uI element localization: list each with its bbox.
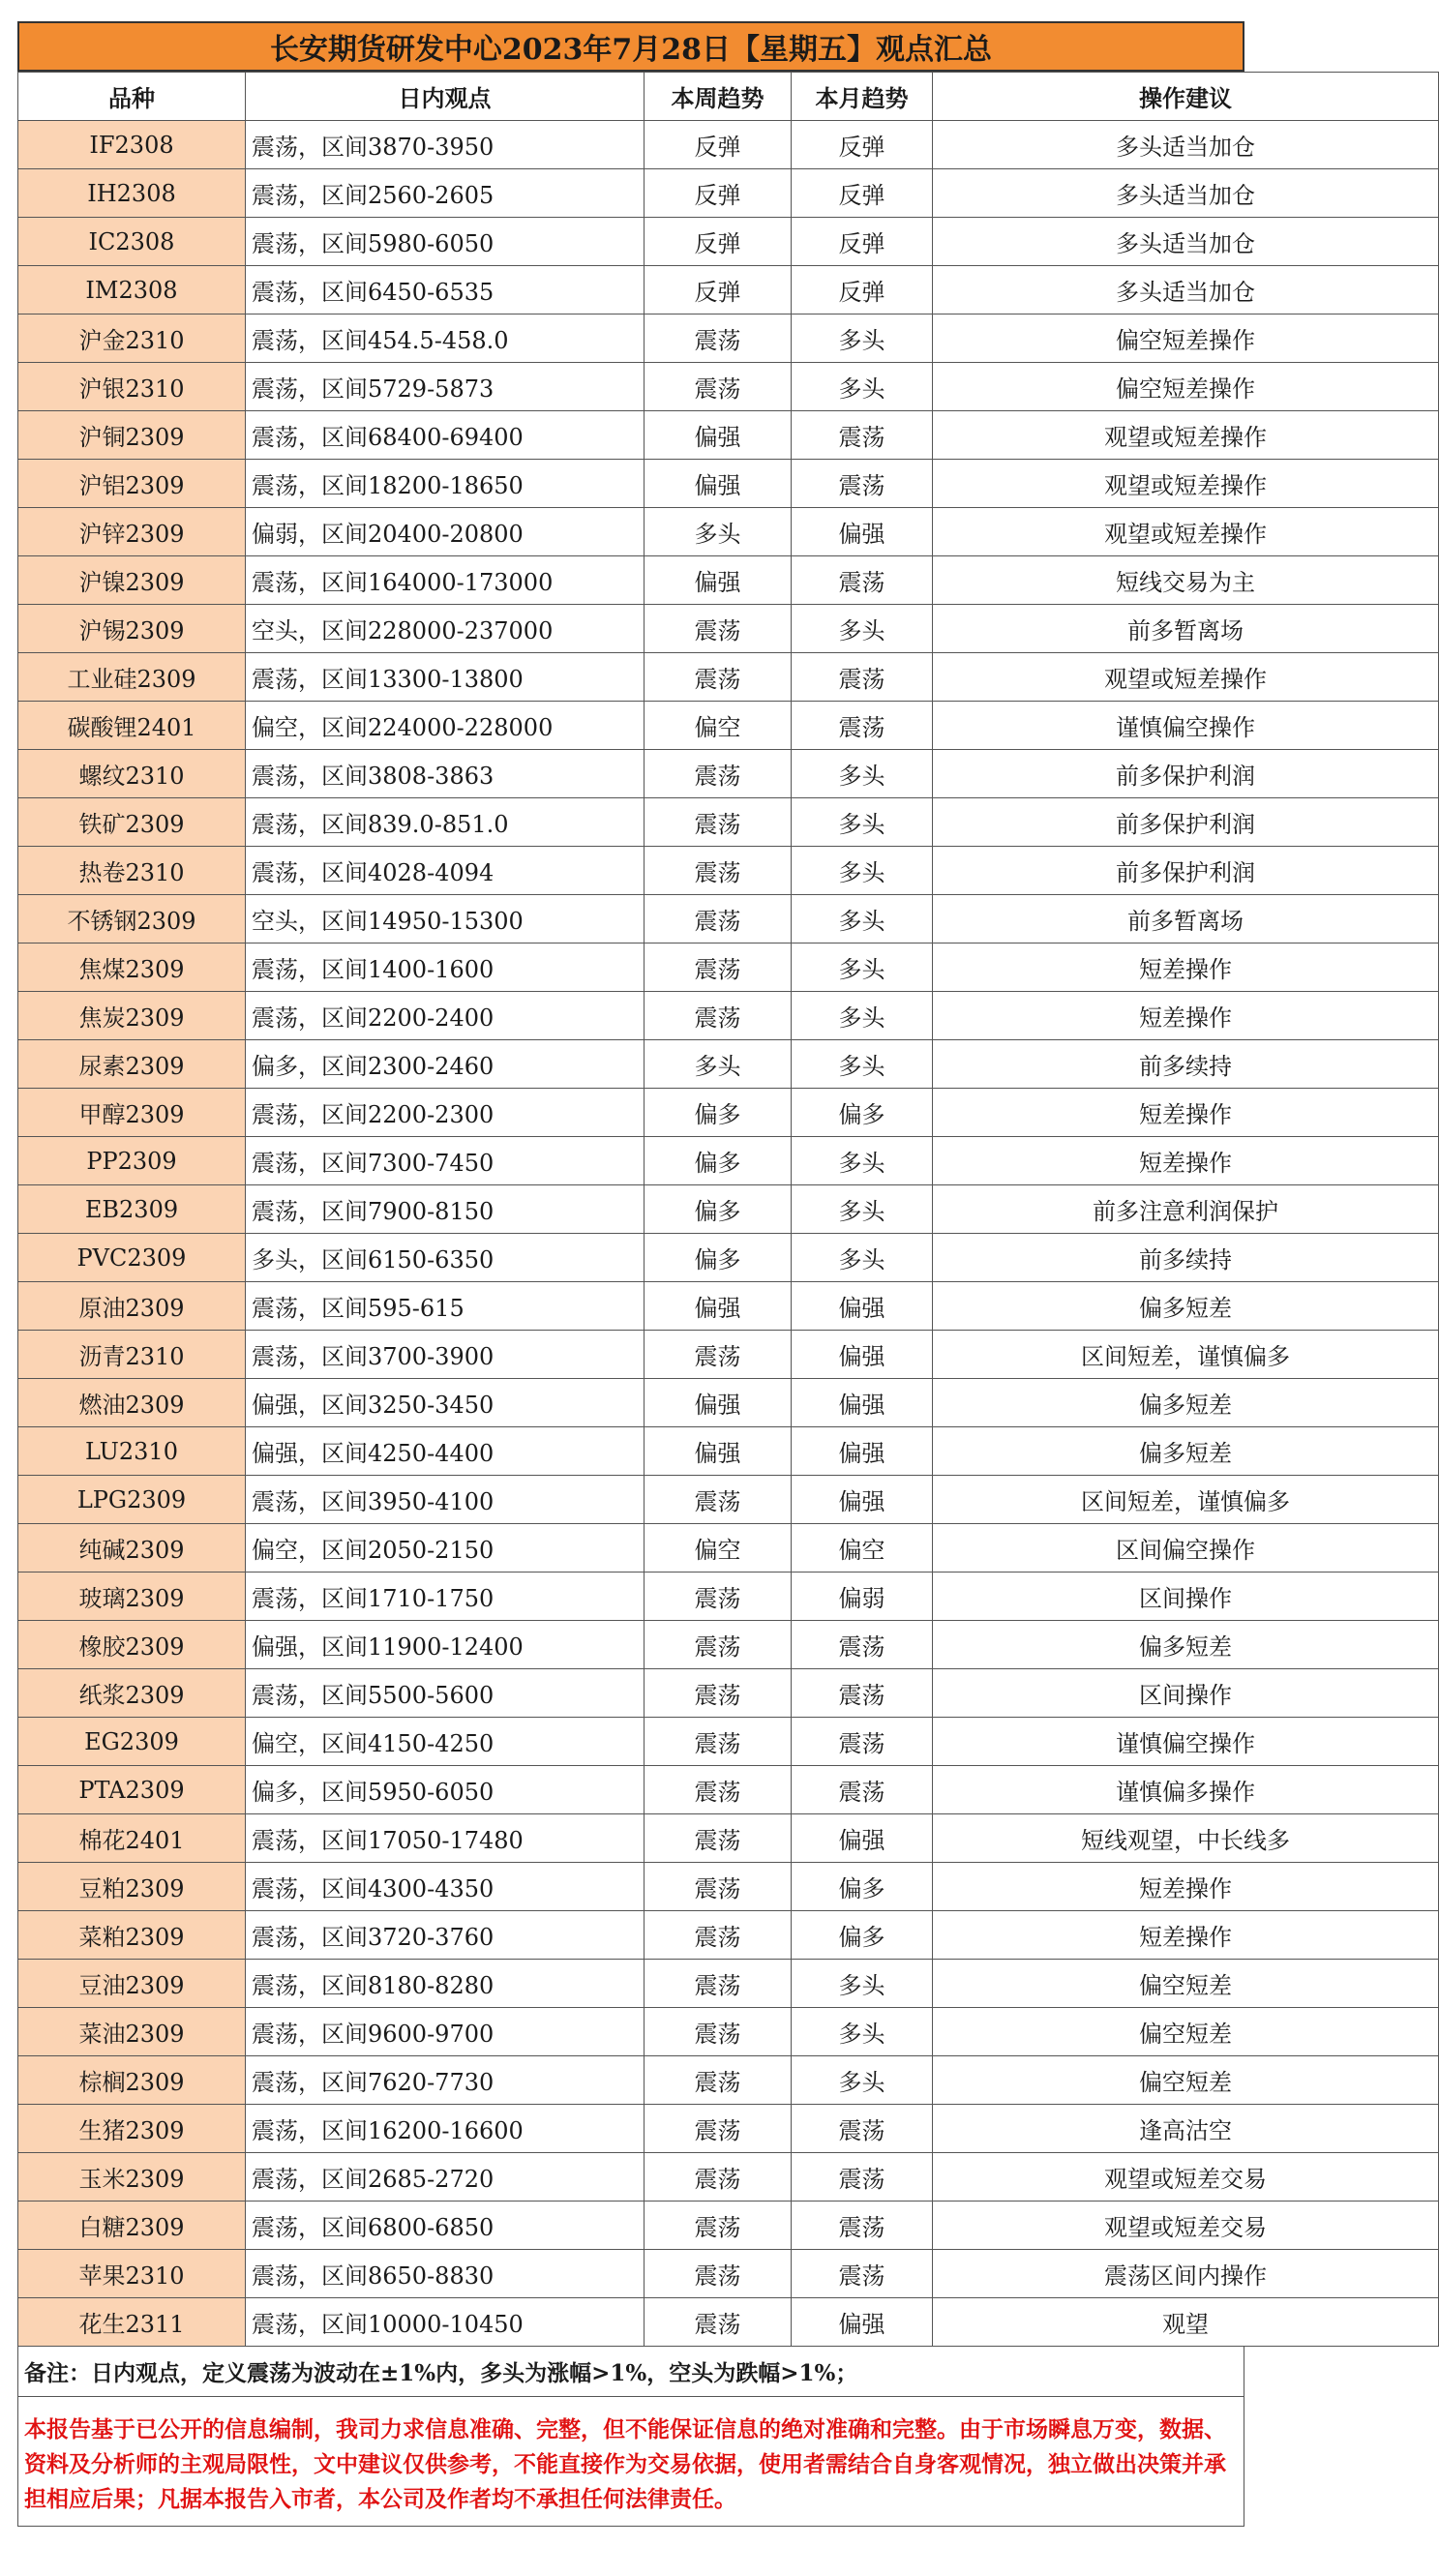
suggestion-cell: 多头适当加仓 [933, 121, 1439, 169]
monthly-trend-cell: 多头 [792, 750, 933, 798]
monthly-trend-cell: 多头 [792, 798, 933, 847]
suggestion-cell: 前多注意利润保护 [933, 1185, 1439, 1234]
variety-cell: 纸浆2309 [18, 1669, 246, 1718]
weekly-trend-cell: 偏空 [645, 1524, 792, 1573]
suggestion-cell: 偏多短差 [933, 1427, 1439, 1476]
suggestion-cell: 前多续持 [933, 1040, 1439, 1089]
suggestion-cell: 区间短差，谨慎偏多 [933, 1476, 1439, 1524]
intraday-view-cell: 偏强，区间11900-12400 [246, 1621, 645, 1669]
variety-cell: 菜粕2309 [18, 1911, 246, 1960]
intraday-view-cell: 震荡，区间595-615 [246, 1282, 645, 1331]
monthly-trend-cell: 偏强 [792, 2298, 933, 2347]
intraday-view-cell: 震荡，区间2200-2300 [246, 1089, 645, 1137]
variety-cell: 豆油2309 [18, 1960, 246, 2008]
intraday-view-cell: 震荡，区间2685-2720 [246, 2153, 645, 2202]
weekly-trend-cell: 偏强 [645, 556, 792, 605]
table-row [18, 2202, 1439, 2250]
intraday-view-cell: 偏空，区间224000-228000 [246, 702, 645, 750]
suggestion-cell: 观望 [933, 2298, 1439, 2347]
footnote: 备注：日内观点，定义震荡为波动在±1%内，多头为涨幅>1%，空头为跌幅>1%； [17, 2347, 1244, 2397]
monthly-trend-cell: 震荡 [792, 653, 933, 702]
intraday-view-cell: 偏多，区间5950-6050 [246, 1766, 645, 1814]
monthly-trend-cell: 多头 [792, 2056, 933, 2105]
variety-cell: 苹果2310 [18, 2250, 246, 2298]
table-row [18, 2105, 1439, 2153]
variety-cell: 不锈钢2309 [18, 895, 246, 944]
table-row [18, 847, 1439, 895]
variety-cell: 菜油2309 [18, 2008, 246, 2056]
monthly-trend-cell: 震荡 [792, 2202, 933, 2250]
intraday-view-cell: 震荡，区间13300-13800 [246, 653, 645, 702]
monthly-trend-cell: 震荡 [792, 1621, 933, 1669]
table-row [18, 1476, 1439, 1524]
monthly-trend-cell: 偏强 [792, 1282, 933, 1331]
header-weekly-trend: 本周趋势 [645, 73, 792, 121]
table-row [18, 1040, 1439, 1089]
weekly-trend-cell: 震荡 [645, 2250, 792, 2298]
table-row [18, 315, 1439, 363]
table-row [18, 411, 1439, 460]
intraday-view-cell: 震荡，区间454.5-458.0 [246, 315, 645, 363]
suggestion-cell: 前多续持 [933, 1234, 1439, 1282]
table-row [18, 556, 1439, 605]
suggestion-cell: 偏多短差 [933, 1282, 1439, 1331]
weekly-trend-cell: 偏多 [645, 1185, 792, 1234]
suggestion-cell: 多头适当加仓 [933, 169, 1439, 218]
intraday-view-cell: 震荡，区间6800-6850 [246, 2202, 645, 2250]
table-row [18, 508, 1439, 556]
intraday-view-cell: 震荡，区间3720-3760 [246, 1911, 645, 1960]
weekly-trend-cell: 多头 [645, 1040, 792, 1089]
suggestion-cell: 短差操作 [933, 992, 1439, 1040]
suggestion-cell: 谨慎偏空操作 [933, 702, 1439, 750]
intraday-view-cell: 震荡，区间5729-5873 [246, 363, 645, 411]
suggestion-cell: 短差操作 [933, 1911, 1439, 1960]
suggestion-cell: 谨慎偏空操作 [933, 1718, 1439, 1766]
monthly-trend-cell: 偏弱 [792, 1573, 933, 1621]
suggestion-cell: 前多保护利润 [933, 847, 1439, 895]
intraday-view-cell: 震荡，区间839.0-851.0 [246, 798, 645, 847]
table-row [18, 1379, 1439, 1427]
table-body [18, 121, 1439, 2347]
monthly-trend-cell: 震荡 [792, 556, 933, 605]
table-row [18, 2153, 1439, 2202]
intraday-view-cell: 震荡，区间7300-7450 [246, 1137, 645, 1185]
suggestion-cell: 偏空短差 [933, 2056, 1439, 2105]
variety-cell: 白糖2309 [18, 2202, 246, 2250]
variety-cell: 豆粕2309 [18, 1863, 246, 1911]
table-row [18, 1573, 1439, 1621]
suggestion-cell: 逢高沽空 [933, 2105, 1439, 2153]
table-row [18, 1137, 1439, 1185]
intraday-view-cell: 震荡，区间5500-5600 [246, 1669, 645, 1718]
suggestion-cell: 偏多短差 [933, 1621, 1439, 1669]
monthly-trend-cell: 多头 [792, 363, 933, 411]
intraday-view-cell: 震荡，区间4028-4094 [246, 847, 645, 895]
intraday-view-cell: 震荡，区间3700-3900 [246, 1331, 645, 1379]
weekly-trend-cell: 震荡 [645, 1669, 792, 1718]
weekly-trend-cell: 震荡 [645, 2153, 792, 2202]
weekly-trend-cell: 反弹 [645, 169, 792, 218]
report-title: 长安期货研发中心2023年7月28日【星期五】观点汇总 [17, 21, 1244, 72]
monthly-trend-cell: 偏多 [792, 1911, 933, 1960]
weekly-trend-cell: 震荡 [645, 1814, 792, 1863]
table-row [18, 363, 1439, 411]
intraday-view-cell: 震荡，区间6450-6535 [246, 266, 645, 315]
intraday-view-cell: 空头，区间228000-237000 [246, 605, 645, 653]
suggestion-cell: 观望或短差交易 [933, 2202, 1439, 2250]
weekly-trend-cell: 反弹 [645, 218, 792, 266]
intraday-view-cell: 震荡，区间17050-17480 [246, 1814, 645, 1863]
suggestion-cell: 短线交易为主 [933, 556, 1439, 605]
suggestion-cell: 观望或短差操作 [933, 460, 1439, 508]
intraday-view-cell: 多头，区间6150-6350 [246, 1234, 645, 1282]
variety-cell: 沥青2310 [18, 1331, 246, 1379]
intraday-view-cell: 震荡，区间7620-7730 [246, 2056, 645, 2105]
intraday-view-cell: 偏强，区间4250-4400 [246, 1427, 645, 1476]
table-row [18, 1960, 1439, 2008]
table-row [18, 1718, 1439, 1766]
table-row [18, 1427, 1439, 1476]
weekly-trend-cell: 震荡 [645, 750, 792, 798]
monthly-trend-cell: 偏强 [792, 508, 933, 556]
intraday-view-cell: 震荡，区间7900-8150 [246, 1185, 645, 1234]
variety-cell: IM2308 [18, 266, 246, 315]
header-row [18, 73, 1439, 121]
suggestion-cell: 偏多短差 [933, 1379, 1439, 1427]
table-row [18, 798, 1439, 847]
intraday-view-cell: 震荡，区间10000-10450 [246, 2298, 645, 2347]
suggestion-cell: 前多暂离场 [933, 895, 1439, 944]
suggestion-cell: 区间短差，谨慎偏多 [933, 1331, 1439, 1379]
intraday-view-cell: 震荡，区间3950-4100 [246, 1476, 645, 1524]
table-row [18, 1911, 1439, 1960]
monthly-trend-cell: 震荡 [792, 460, 933, 508]
variety-cell: 纯碱2309 [18, 1524, 246, 1573]
monthly-trend-cell: 反弹 [792, 266, 933, 315]
variety-cell: 生猪2309 [18, 2105, 246, 2153]
variety-cell: IC2308 [18, 218, 246, 266]
weekly-trend-cell: 震荡 [645, 944, 792, 992]
monthly-trend-cell: 震荡 [792, 411, 933, 460]
weekly-trend-cell: 震荡 [645, 363, 792, 411]
suggestion-cell: 多头适当加仓 [933, 218, 1439, 266]
monthly-trend-cell: 多头 [792, 1960, 933, 2008]
intraday-view-cell: 震荡，区间8180-8280 [246, 1960, 645, 2008]
suggestion-cell: 短差操作 [933, 1863, 1439, 1911]
table-row [18, 218, 1439, 266]
weekly-trend-cell: 震荡 [645, 847, 792, 895]
table-row [18, 1185, 1439, 1234]
table-row [18, 169, 1439, 218]
header-monthly-trend: 本月趋势 [792, 73, 933, 121]
table-row [18, 1669, 1439, 1718]
variety-cell: 尿素2309 [18, 1040, 246, 1089]
weekly-trend-cell: 偏多 [645, 1137, 792, 1185]
monthly-trend-cell: 反弹 [792, 218, 933, 266]
intraday-view-cell: 偏多，区间2300-2460 [246, 1040, 645, 1089]
weekly-trend-cell: 偏空 [645, 702, 792, 750]
weekly-trend-cell: 偏强 [645, 1282, 792, 1331]
variety-cell: 铁矿2309 [18, 798, 246, 847]
monthly-trend-cell: 震荡 [792, 2105, 933, 2153]
suggestion-cell: 多头适当加仓 [933, 266, 1439, 315]
monthly-trend-cell: 震荡 [792, 1766, 933, 1814]
suggestion-cell: 观望或短差操作 [933, 411, 1439, 460]
weekly-trend-cell: 震荡 [645, 1766, 792, 1814]
monthly-trend-cell: 多头 [792, 895, 933, 944]
weekly-trend-cell: 震荡 [645, 895, 792, 944]
weekly-trend-cell: 震荡 [645, 1718, 792, 1766]
suggestion-cell: 前多保护利润 [933, 750, 1439, 798]
monthly-trend-cell: 偏多 [792, 1089, 933, 1137]
weekly-trend-cell: 震荡 [645, 2298, 792, 2347]
suggestion-cell: 观望或短差操作 [933, 508, 1439, 556]
table-row [18, 266, 1439, 315]
monthly-trend-cell: 偏强 [792, 1379, 933, 1427]
variety-cell: 原油2309 [18, 1282, 246, 1331]
monthly-trend-cell: 偏强 [792, 1476, 933, 1524]
weekly-trend-cell: 震荡 [645, 1621, 792, 1669]
suggestion-cell: 区间操作 [933, 1669, 1439, 1718]
variety-cell: 螺纹2310 [18, 750, 246, 798]
table-row [18, 750, 1439, 798]
variety-cell: EG2309 [18, 1718, 246, 1766]
variety-cell: 沪镍2309 [18, 556, 246, 605]
variety-cell: 沪锌2309 [18, 508, 246, 556]
viewpoint-table [17, 72, 1439, 2347]
monthly-trend-cell: 偏强 [792, 1331, 933, 1379]
monthly-trend-cell: 偏空 [792, 1524, 933, 1573]
monthly-trend-cell: 震荡 [792, 1718, 933, 1766]
variety-cell: 沪锡2309 [18, 605, 246, 653]
variety-cell: 沪铜2309 [18, 411, 246, 460]
weekly-trend-cell: 震荡 [645, 2008, 792, 2056]
suggestion-cell: 谨慎偏多操作 [933, 1766, 1439, 1814]
monthly-trend-cell: 震荡 [792, 2250, 933, 2298]
weekly-trend-cell: 反弹 [645, 266, 792, 315]
suggestion-cell: 偏空短差 [933, 1960, 1439, 2008]
suggestion-cell: 观望或短差交易 [933, 2153, 1439, 2202]
monthly-trend-cell: 多头 [792, 1137, 933, 1185]
weekly-trend-cell: 偏强 [645, 460, 792, 508]
intraday-view-cell: 偏空，区间4150-4250 [246, 1718, 645, 1766]
monthly-trend-cell: 多头 [792, 992, 933, 1040]
monthly-trend-cell: 多头 [792, 315, 933, 363]
table-row [18, 1621, 1439, 1669]
table-row [18, 1331, 1439, 1379]
intraday-view-cell: 震荡，区间18200-18650 [246, 460, 645, 508]
variety-cell: 花生2311 [18, 2298, 246, 2347]
table-row [18, 460, 1439, 508]
suggestion-cell: 短线观望，中长线多 [933, 1814, 1439, 1863]
monthly-trend-cell: 震荡 [792, 702, 933, 750]
variety-cell: IH2308 [18, 169, 246, 218]
weekly-trend-cell: 震荡 [645, 605, 792, 653]
monthly-trend-cell: 反弹 [792, 121, 933, 169]
intraday-view-cell: 空头，区间14950-15300 [246, 895, 645, 944]
table-row [18, 1863, 1439, 1911]
variety-cell: 橡胶2309 [18, 1621, 246, 1669]
variety-cell: 棕榈2309 [18, 2056, 246, 2105]
variety-cell: 甲醇2309 [18, 1089, 246, 1137]
header-intraday-view: 日内观点 [246, 73, 645, 121]
variety-cell: PVC2309 [18, 1234, 246, 1282]
monthly-trend-cell: 多头 [792, 1040, 933, 1089]
intraday-view-cell: 震荡，区间3870-3950 [246, 121, 645, 169]
intraday-view-cell: 震荡，区间2560-2605 [246, 169, 645, 218]
monthly-trend-cell: 震荡 [792, 2153, 933, 2202]
weekly-trend-cell: 震荡 [645, 2202, 792, 2250]
monthly-trend-cell: 多头 [792, 605, 933, 653]
weekly-trend-cell: 震荡 [645, 798, 792, 847]
weekly-trend-cell: 偏多 [645, 1089, 792, 1137]
suggestion-cell: 偏空短差操作 [933, 315, 1439, 363]
monthly-trend-cell: 多头 [792, 847, 933, 895]
weekly-trend-cell: 偏多 [645, 1234, 792, 1282]
suggestion-cell: 观望或短差操作 [933, 653, 1439, 702]
header-variety: 品种 [18, 73, 246, 121]
table-row [18, 1234, 1439, 1282]
intraday-view-cell: 震荡，区间68400-69400 [246, 411, 645, 460]
variety-cell: IF2308 [18, 121, 246, 169]
variety-cell: 沪银2310 [18, 363, 246, 411]
intraday-view-cell: 偏弱，区间20400-20800 [246, 508, 645, 556]
weekly-trend-cell: 反弹 [645, 121, 792, 169]
weekly-trend-cell: 震荡 [645, 1911, 792, 1960]
variety-cell: 碳酸锂2401 [18, 702, 246, 750]
report-sheet [17, 21, 1290, 2527]
variety-cell: 工业硅2309 [18, 653, 246, 702]
variety-cell: 沪金2310 [18, 315, 246, 363]
suggestion-cell: 前多保护利润 [933, 798, 1439, 847]
intraday-view-cell: 震荡，区间1710-1750 [246, 1573, 645, 1621]
weekly-trend-cell: 震荡 [645, 2056, 792, 2105]
monthly-trend-cell: 震荡 [792, 1669, 933, 1718]
suggestion-cell: 短差操作 [933, 1089, 1439, 1137]
table-row [18, 1282, 1439, 1331]
weekly-trend-cell: 偏强 [645, 1379, 792, 1427]
monthly-trend-cell: 多头 [792, 2008, 933, 2056]
suggestion-cell: 区间操作 [933, 1573, 1439, 1621]
variety-cell: LPG2309 [18, 1476, 246, 1524]
weekly-trend-cell: 偏强 [645, 411, 792, 460]
weekly-trend-cell: 震荡 [645, 1960, 792, 2008]
table-row [18, 653, 1439, 702]
table-row [18, 2250, 1439, 2298]
monthly-trend-cell: 反弹 [792, 169, 933, 218]
suggestion-cell: 短差操作 [933, 944, 1439, 992]
suggestion-cell: 震荡区间内操作 [933, 2250, 1439, 2298]
intraday-view-cell: 震荡，区间1400-1600 [246, 944, 645, 992]
weekly-trend-cell: 震荡 [645, 1573, 792, 1621]
suggestion-cell: 区间偏空操作 [933, 1524, 1439, 1573]
weekly-trend-cell: 震荡 [645, 653, 792, 702]
monthly-trend-cell: 多头 [792, 1234, 933, 1282]
variety-cell: 焦炭2309 [18, 992, 246, 1040]
weekly-trend-cell: 震荡 [645, 992, 792, 1040]
suggestion-cell: 偏空短差操作 [933, 363, 1439, 411]
variety-cell: 焦煤2309 [18, 944, 246, 992]
monthly-trend-cell: 多头 [792, 1185, 933, 1234]
variety-cell: 热卷2310 [18, 847, 246, 895]
variety-cell: PP2309 [18, 1137, 246, 1185]
intraday-view-cell: 偏空，区间2050-2150 [246, 1524, 645, 1573]
monthly-trend-cell: 偏强 [792, 1814, 933, 1863]
intraday-view-cell: 震荡，区间16200-16600 [246, 2105, 645, 2153]
table-row [18, 605, 1439, 653]
intraday-view-cell: 震荡，区间8650-8830 [246, 2250, 645, 2298]
weekly-trend-cell: 震荡 [645, 1476, 792, 1524]
table-row [18, 2008, 1439, 2056]
disclaimer: 本报告基于已公开的信息编制，我司力求信息准确、完整，但不能保证信息的绝对准确和完整。由于市场瞬息万变，数据、资料及分析师的主观局限性，文中建议仅供参考，不能直接作为交易依据，使用者需结合自身客观情况，独立做出决策并承担相应后果；凡据本报告入市者，本公司及作者均不承担任何法律责任。 [17, 2397, 1244, 2527]
table-row [18, 2056, 1439, 2105]
intraday-view-cell: 震荡，区间9600-9700 [246, 2008, 645, 2056]
suggestion-cell: 偏空短差 [933, 2008, 1439, 2056]
variety-cell: 燃油2309 [18, 1379, 246, 1427]
variety-cell: PTA2309 [18, 1766, 246, 1814]
table-row [18, 121, 1439, 169]
table-row [18, 1814, 1439, 1863]
table-row [18, 895, 1439, 944]
table-row [18, 1524, 1439, 1573]
suggestion-cell: 短差操作 [933, 1137, 1439, 1185]
intraday-view-cell: 偏强，区间3250-3450 [246, 1379, 645, 1427]
intraday-view-cell: 震荡，区间164000-173000 [246, 556, 645, 605]
intraday-view-cell: 震荡，区间2200-2400 [246, 992, 645, 1040]
suggestion-cell: 前多暂离场 [933, 605, 1439, 653]
monthly-trend-cell: 多头 [792, 944, 933, 992]
weekly-trend-cell: 多头 [645, 508, 792, 556]
table-row [18, 992, 1439, 1040]
variety-cell: 棉花2401 [18, 1814, 246, 1863]
table-row [18, 944, 1439, 992]
header-suggestion: 操作建议 [933, 73, 1439, 121]
weekly-trend-cell: 震荡 [645, 1863, 792, 1911]
variety-cell: 沪铝2309 [18, 460, 246, 508]
weekly-trend-cell: 偏强 [645, 1427, 792, 1476]
weekly-trend-cell: 震荡 [645, 1331, 792, 1379]
table-row [18, 2298, 1439, 2347]
table-row [18, 702, 1439, 750]
intraday-view-cell: 震荡，区间5980-6050 [246, 218, 645, 266]
variety-cell: 玻璃2309 [18, 1573, 246, 1621]
variety-cell: EB2309 [18, 1185, 246, 1234]
weekly-trend-cell: 震荡 [645, 2105, 792, 2153]
table-row [18, 1766, 1439, 1814]
variety-cell: 玉米2309 [18, 2153, 246, 2202]
monthly-trend-cell: 偏强 [792, 1427, 933, 1476]
intraday-view-cell: 震荡，区间4300-4350 [246, 1863, 645, 1911]
weekly-trend-cell: 震荡 [645, 315, 792, 363]
intraday-view-cell: 震荡，区间3808-3863 [246, 750, 645, 798]
variety-cell: LU2310 [18, 1427, 246, 1476]
table-row [18, 1089, 1439, 1137]
monthly-trend-cell: 偏多 [792, 1863, 933, 1911]
